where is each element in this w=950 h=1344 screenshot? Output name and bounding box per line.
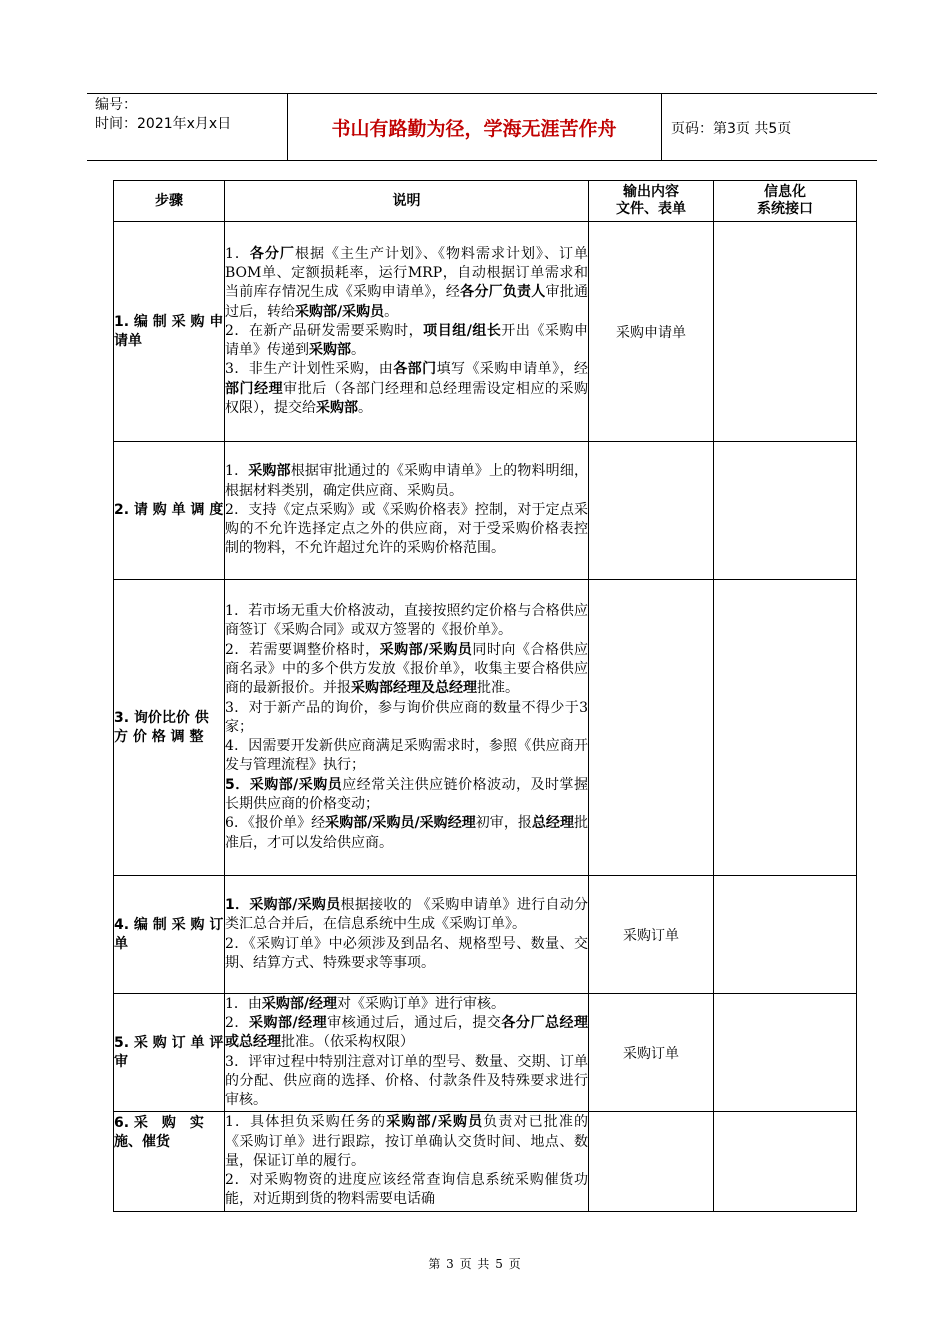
role-highlight: 5． bbox=[225, 776, 250, 793]
description-paragraph bbox=[225, 1171, 588, 1210]
table-row bbox=[114, 1112, 857, 1212]
role-highlight: 各分厂 bbox=[249, 245, 295, 262]
role-highlight: 1． bbox=[225, 896, 250, 913]
description-text: 根据审批通过的《采购申请单》上的物料明细，根据材料类别，确定供应商、采购员。 bbox=[225, 463, 588, 499]
description-text: 1．若市场无重大价格波动，直接按照约定价格与合格供应商签订《采购合同》或双方签署的《报价单》。 bbox=[225, 603, 588, 639]
table-row bbox=[114, 994, 857, 1112]
description-paragraph bbox=[225, 699, 588, 738]
description-paragraph bbox=[225, 602, 588, 641]
table-header-row bbox=[114, 181, 857, 222]
description-text: 1．具体担负采购任务的 bbox=[225, 1114, 387, 1131]
header-divider-right bbox=[661, 94, 662, 160]
role-highlight: 采购部/采购员 bbox=[295, 303, 385, 320]
description-text: 开出《采购申请单》传递到 bbox=[225, 322, 588, 359]
description-text: 3．非生产计划性采购，由 bbox=[225, 361, 394, 378]
role-highlight: 采购部/采购员/采购经理 bbox=[325, 815, 476, 832]
description-cell bbox=[225, 580, 589, 876]
step-cell: 1. 编 制 采 购 申请单 bbox=[114, 222, 225, 442]
description-text: 批准后，才可以发给供应商。 bbox=[225, 815, 588, 851]
description-text: 初审，报 bbox=[475, 815, 532, 832]
role-highlight: 采购部 bbox=[316, 400, 358, 417]
description-text: 应经常关注供应链价格波动，及时掌握长期供应商的价格变动； bbox=[225, 776, 588, 813]
role-highlight: 采购部/采购员 bbox=[379, 641, 473, 658]
page-header bbox=[87, 93, 877, 161]
system-interface-cell bbox=[714, 876, 857, 994]
description-text: 3．评审过程中特别注意对订单的型号、数量、交期、订单的分配、供应商的选择、价格、付款条件及特殊要求进行审核。 bbox=[225, 1053, 588, 1109]
description-text: 。 bbox=[351, 342, 365, 359]
description-paragraph bbox=[225, 322, 588, 361]
description-paragraph bbox=[225, 245, 588, 322]
description-text: 4．因需要开发新供应商满足采购需求时，参照《供应商开发与管理流程》执行； bbox=[225, 738, 588, 774]
table-row bbox=[114, 442, 857, 580]
step-cell: 3. 询价比价 供 方 价 格 调 整 bbox=[114, 580, 225, 876]
description-text: 2．支持《定点采购》或《采购价格表》控制，对于定点采购的不允许选择定点之外的供应商，对于受采购价格表控制的物料，不允许超过允许的采购价格范围。 bbox=[225, 501, 588, 557]
description-text: 批准。（依采构权限） bbox=[281, 1034, 414, 1051]
output-cell: 采购申请单 bbox=[589, 222, 714, 442]
role-highlight: 采购部/经理 bbox=[248, 1014, 328, 1031]
step-cell: 2. 请 购 单 调 度 bbox=[114, 442, 225, 580]
role-highlight: 各部门 bbox=[393, 361, 437, 378]
description-cell bbox=[225, 442, 589, 580]
step-cell: 6. 采 购 实 施、催货 bbox=[114, 1112, 225, 1212]
description-text: 审核通过后，通过后，提交 bbox=[327, 1014, 502, 1031]
description-text: 1．由 bbox=[225, 995, 262, 1012]
description-paragraph bbox=[225, 462, 588, 501]
system-interface-cell bbox=[714, 580, 857, 876]
table-row bbox=[114, 222, 857, 442]
description-text: 根据《主生产计划》、《物料需求计划》、订单BOM单、定额损耗率，运行MRP，自动根据订单需求和当前库存情况生成《采购申请单》，经 bbox=[225, 245, 588, 301]
header-motto: 书山有路勤为径，学海无涯苦作舟 bbox=[331, 118, 617, 140]
description-cell bbox=[225, 994, 589, 1112]
output-cell bbox=[589, 1112, 714, 1212]
description-text: 6．《报价单》经 bbox=[225, 815, 326, 832]
column-header-description: 说明 bbox=[225, 181, 589, 222]
column-header-system: 信息化 系统接口 bbox=[714, 181, 857, 222]
description-cell bbox=[225, 876, 589, 994]
description-text: 根据接收的 《采购申请单》进行自动分类汇总合并后，在信息系统中生成《采购订单》。 bbox=[225, 896, 588, 933]
role-highlight: 采购部/采购员 bbox=[249, 776, 343, 793]
role-highlight: 采购部/采购员 bbox=[249, 896, 341, 913]
description-text: 2．在新产品研发需要采购时， bbox=[225, 322, 424, 339]
description-paragraph bbox=[225, 360, 588, 418]
system-interface-cell bbox=[714, 994, 857, 1112]
description-paragraph bbox=[225, 501, 588, 559]
output-cell: 采购订单 bbox=[589, 994, 714, 1112]
column-header-output: 输出内容 文件、表单 bbox=[589, 181, 714, 222]
description-paragraph bbox=[225, 814, 588, 853]
system-interface-cell bbox=[714, 442, 857, 580]
role-highlight: 各分厂负责人 bbox=[460, 284, 546, 301]
description-cell bbox=[225, 222, 589, 442]
description-text: 2．对采购物资的进度应该经常查询信息系统采购催货功能，对近期到货的物料需要电话确 bbox=[225, 1172, 588, 1208]
description-text: 对《采购订单》进行审核。 bbox=[337, 995, 506, 1012]
description-text: 3．对于新产品的询价，参与询价供应商的数量不得少于3家； bbox=[225, 699, 588, 735]
role-highlight: 采购部/采购员 bbox=[386, 1114, 484, 1131]
description-paragraph bbox=[225, 1053, 588, 1111]
output-cell: 采购订单 bbox=[589, 876, 714, 994]
header-page-label: 页码：第3页 共5页 bbox=[671, 121, 792, 137]
role-highlight: 部门经理 bbox=[225, 380, 284, 397]
role-highlight: 采购部 bbox=[248, 463, 291, 480]
role-highlight: 项目组/组长 bbox=[423, 322, 502, 339]
document-time-label: 时间：2021年x月x日 bbox=[95, 116, 232, 132]
description-text: 1． bbox=[225, 463, 249, 480]
role-highlight: 总经理 bbox=[531, 815, 574, 832]
role-highlight: 采购部 bbox=[309, 342, 351, 359]
description-text: 审批通过后，转给 bbox=[225, 284, 589, 320]
description-text: 同时向《合格供应商名录》中的多个供方发放《报价单》，收集主要合格供应商的最新报价。并报 bbox=[225, 641, 588, 697]
step-cell: 4. 编 制 采 购 订单 bbox=[114, 876, 225, 994]
column-header-step: 步骤 bbox=[114, 181, 225, 222]
document-number-label: 编号： bbox=[95, 97, 137, 113]
role-highlight: 采购部经理及总经理 bbox=[351, 680, 477, 697]
description-text: 。 bbox=[384, 303, 399, 320]
role-highlight: 采购部/经理 bbox=[261, 995, 338, 1012]
description-text: 2． bbox=[225, 1014, 249, 1031]
page-footer: 第 3 页 共 5 页 bbox=[428, 1257, 522, 1271]
description-text: 。 bbox=[358, 400, 372, 417]
description-text: 2．若需要调整价格时， bbox=[225, 641, 380, 658]
procurement-process-table bbox=[113, 180, 857, 1212]
table-row bbox=[114, 876, 857, 994]
role-highlight: 各分厂总经理或总经理 bbox=[225, 1014, 588, 1051]
system-interface-cell bbox=[714, 1112, 857, 1212]
description-text: 2．《采购订单》中必须涉及到品名、规格型号、数量、交期、结算方式、特殊要求等事项。 bbox=[225, 935, 588, 971]
description-text: 负责对已批准的《采购订单》进行跟踪，按订单确认交货时间、地点、数量，保证订单的履行。 bbox=[225, 1114, 588, 1169]
description-paragraph bbox=[225, 896, 588, 935]
table-row bbox=[114, 580, 857, 876]
description-paragraph bbox=[225, 1014, 588, 1053]
description-paragraph bbox=[225, 995, 588, 1014]
description-paragraph bbox=[225, 776, 588, 815]
description-text: 填写《采购申请单》，经 bbox=[436, 361, 589, 378]
description-paragraph bbox=[225, 1113, 588, 1171]
description-cell bbox=[225, 1112, 589, 1212]
system-interface-cell bbox=[714, 222, 857, 442]
description-text: 1． bbox=[225, 245, 250, 262]
step-cell: 5. 采 购 订 单 评审 bbox=[114, 994, 225, 1112]
description-paragraph bbox=[225, 737, 588, 776]
description-paragraph bbox=[225, 641, 588, 699]
description-text: 审批后（各部门经理和总经理需设定相应的采购权限），提交给 bbox=[225, 380, 589, 417]
description-text: 批准。 bbox=[477, 680, 519, 697]
header-meta bbox=[95, 96, 231, 134]
output-cell bbox=[589, 442, 714, 580]
output-cell bbox=[589, 580, 714, 876]
description-paragraph bbox=[225, 935, 588, 974]
